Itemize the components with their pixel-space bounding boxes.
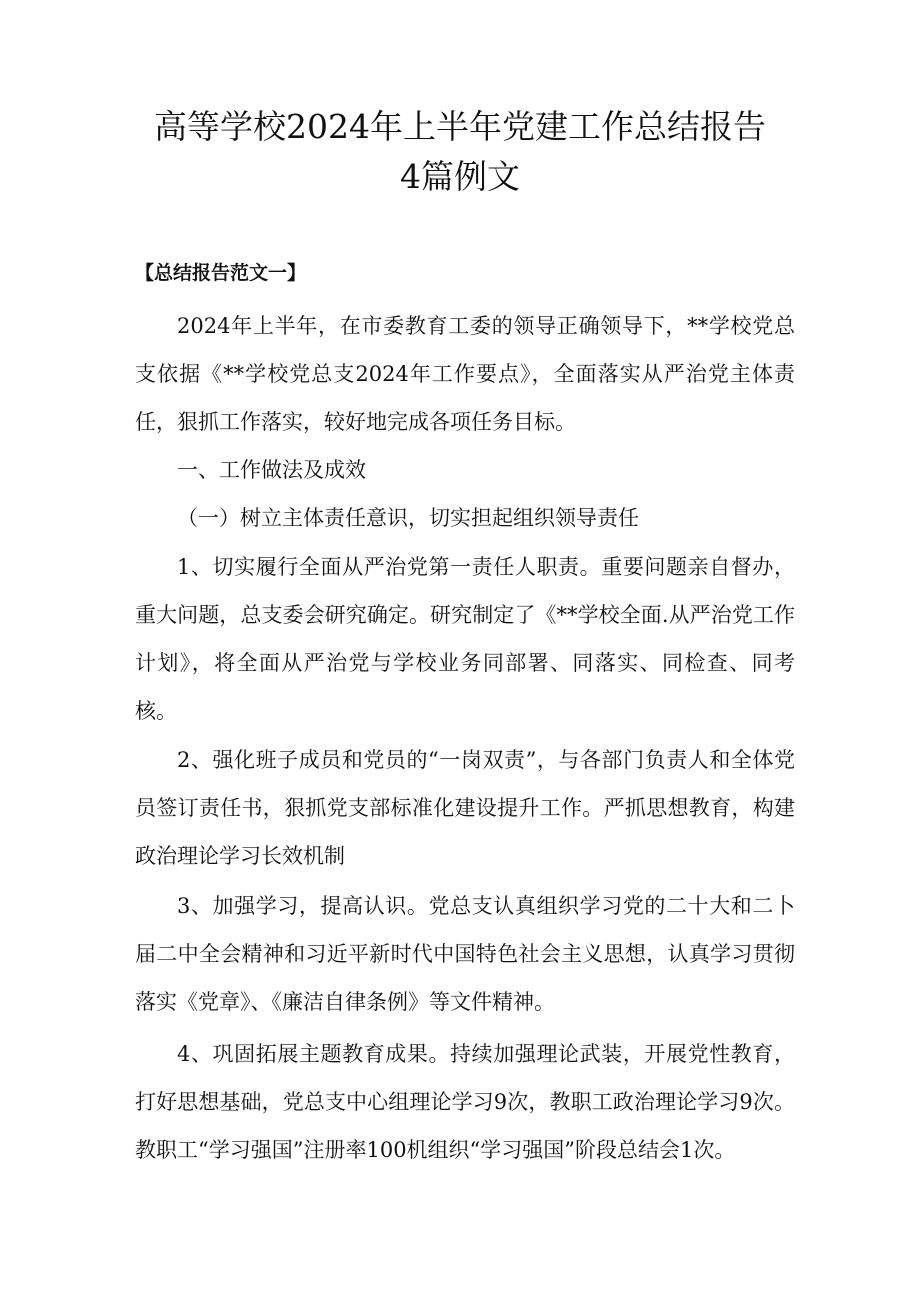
- title-line-1: 高等学校2024年上半年党建工作总结报告: [154, 107, 766, 146]
- paragraph-item-1: 1、切实履行全面从严治党第一责任人职责。重要问题亲自督办，重大问题，总支委会研究确定。研究制定了《**学校全面.从严治党工作计划》，将全面从严治党与学校业务同部署、同落实、同检查、同考核。: [135, 555, 795, 723]
- title-line-2: 4篇例文: [400, 157, 520, 196]
- paragraph-intro: 2024年上半年，在市委教育工委的领导正确领导下，**学校党总支依据《**学校党总支2024年工作要点》，全面落实从严治党主体责任，狠抓工作落实，较好地完成各项任务目标。: [135, 314, 795, 434]
- paragraph-item-4: 4、巩固拓展主题教育成果。持续加强理论武装，开展党性教育，打好思想基础，党总支中心组理论学习9次，教职工政治理论学习9次。教职工“学习强国”注册率100机组织“学习强国”阶段总结会1次。: [135, 1042, 795, 1162]
- section-heading: 【总结报告范文一】: [135, 262, 307, 284]
- document-title: [60, 102, 860, 202]
- heading-work-methods: 一、工作做法及成效: [177, 458, 366, 482]
- paragraph-item-2: 2、强化班子成员和党员的“一岗双责”，与各部门负责人和全体党员签订责任书，狠抓党支部标准化建设提升工作。严抓思想教育，构建政治理论学习长效机制: [135, 748, 795, 868]
- subheading-responsibility: （一）树立主体责任意识，切实担起组织领导责任: [177, 506, 639, 530]
- paragraph-item-3: 3、加强学习，提高认识。党总支认真组织学习党的二十大和二卜届二中全会精神和习近平新时代中国特色社会主义思想，认真学习贯彻落实《党章》、《廉洁自律条例》等文件精神。: [135, 894, 795, 1014]
